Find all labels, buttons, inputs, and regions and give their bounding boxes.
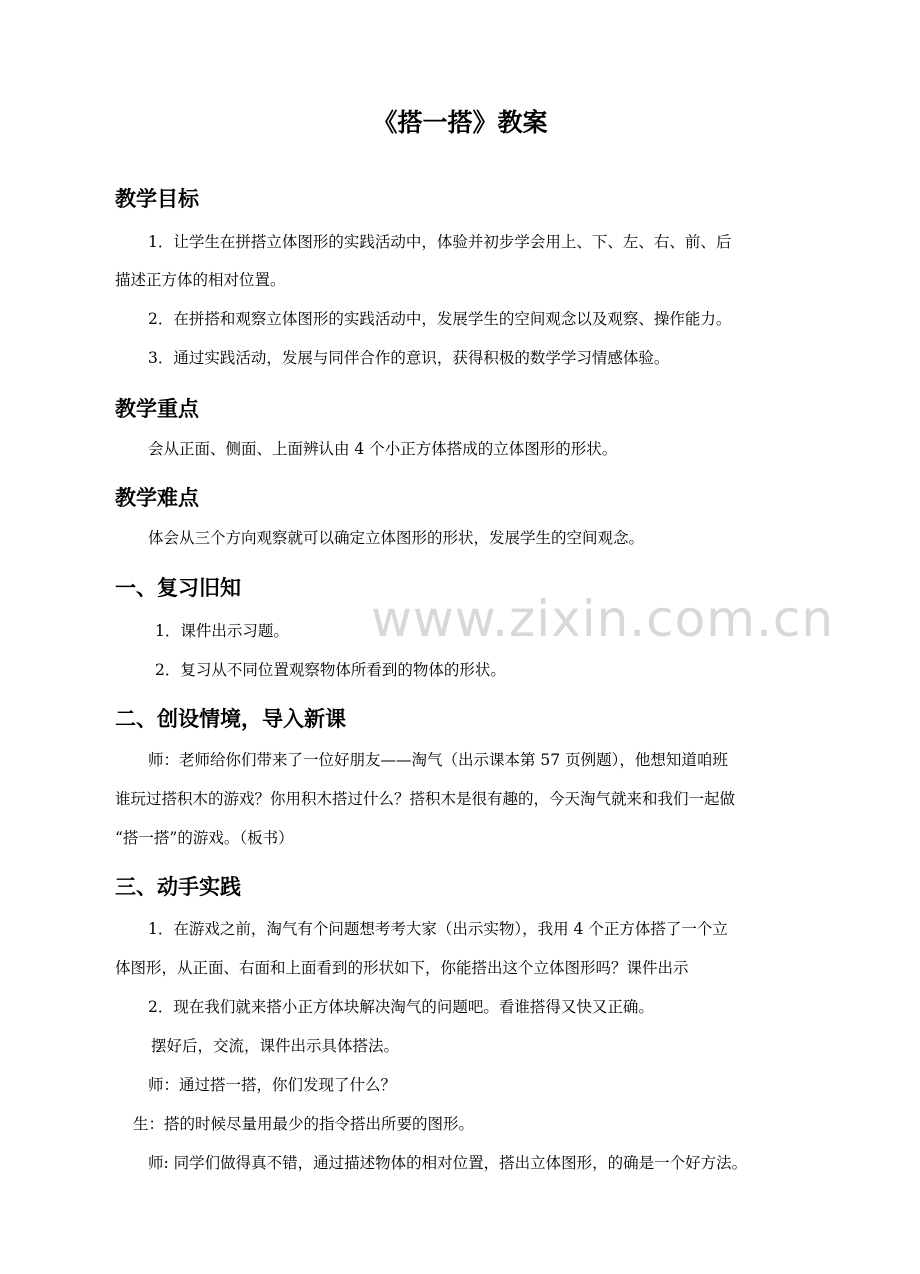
practice-1-line2: 体图形，从正面、右面和上面看到的形状如下，你能搭出这个立体图形吗？课件出示 (115, 959, 689, 977)
difficulty-1: 体会从三个方向观察就可以确定立体图形的形状，发展学生的空间观念。 (148, 529, 645, 547)
heading-key-points: 教学重点 (115, 397, 199, 421)
practice-2: 2．现在我们就来搭小正方体块解决淘气的问题吧。看谁搭得又快又正确。 (148, 998, 654, 1016)
objective-1-line1: 1．让学生在拼搭立体图形的实践活动中，体验并初步学会用上、下、左、右、前、后 (148, 233, 732, 251)
practice-3: 摆好后，交流，课件出示具体搭法。 (151, 1037, 400, 1055)
key-point-1: 会从正面、侧面、上面辨认由 4 个小正方体搭成的立体图形的形状。 (148, 440, 618, 458)
practice-1-line1: 1．在游戏之前，淘气有个问题想考考大家（出示实物），我用 4 个正方体搭了一个立 (148, 920, 728, 938)
objective-2: 2．在拼搭和观察立体图形的实践活动中，发展学生的空间观念以及观察、操作能力。 (148, 310, 732, 328)
objective-3: 3．通过实践活动，发展与同伴合作的意识，获得积极的数学学习情感体验。 (148, 349, 670, 367)
watermark: www.zixin.com.cn (371, 590, 835, 648)
review-2: 2．复习从不同位置观察物体所看到的物体的形状。 (155, 661, 506, 679)
heading-difficulties: 教学难点 (115, 486, 199, 510)
intro-line1: 师：老师给你们带来了一位好朋友——淘气（出示课本第 57 页例题），他想知道咱班 (148, 751, 728, 769)
heading-review: 一、复习旧知 (115, 576, 241, 600)
intro-line2: 谁玩过搭积木的游戏？你用积木搭过什么？搭积木是很有趣的，今天淘气就来和我们一起做 (115, 790, 736, 808)
heading-intro: 二、创设情境，导入新课 (115, 707, 346, 731)
heading-objectives: 教学目标 (115, 187, 199, 211)
page-title: 《搭一搭》教案 (372, 108, 548, 137)
intro-line3: “搭一搭”的游戏。（板书） (115, 829, 294, 847)
heading-practice: 三、动手实践 (115, 875, 241, 899)
practice-6: 师: 同学们做得真不错，通过描述物体的相对位置，搭出立体图形，的确是一个好方法。 (148, 1154, 748, 1172)
review-1: 1．课件出示习题。 (155, 622, 289, 640)
practice-4: 师：通过搭一搭，你们发现了什么？ (148, 1076, 397, 1094)
practice-5: 生：搭的时候尽量用最少的指令搭出所要的图形。 (133, 1115, 475, 1133)
objective-1-line2: 描述正方体的相对位置。 (115, 271, 286, 289)
